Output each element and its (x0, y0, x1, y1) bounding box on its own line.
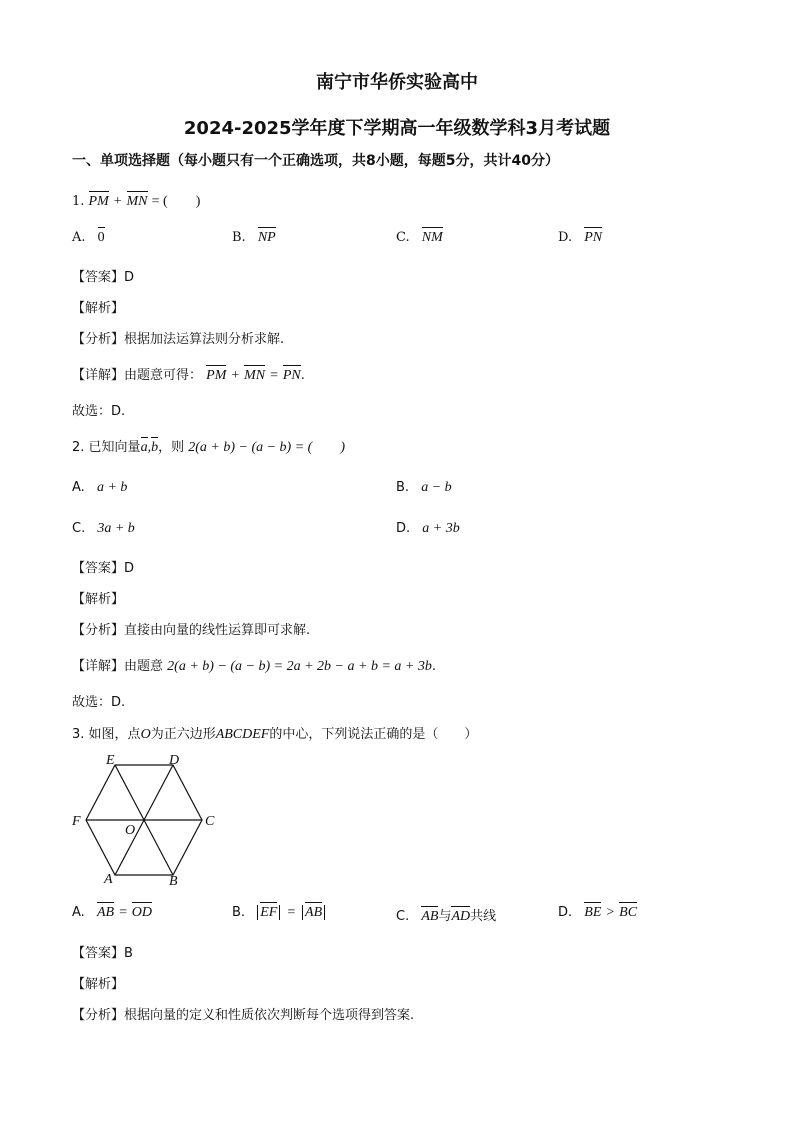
section-heading: 一、单项选择题（每小题只有一个正确选项，共8小题，每题5分，共计40分） (72, 153, 559, 169)
vector-ab: AB (421, 909, 439, 924)
question-text: ，则 (158, 440, 185, 455)
option-letter: B. (232, 905, 246, 920)
detail-text: 由题意 (124, 659, 164, 674)
hexagon-lines (86, 765, 202, 875)
vector-ab: AB (305, 905, 323, 920)
vector-pm: PM (206, 368, 227, 383)
option-letter: A. (72, 230, 86, 245)
question-3 (72, 723, 477, 743)
q1-option-a (72, 230, 105, 246)
q2-option-d (396, 521, 460, 537)
q2-fenxi (72, 619, 310, 638)
abs-bar (279, 905, 280, 920)
abs-bar (257, 905, 258, 920)
period: . (431, 659, 436, 674)
collinear-text: 共线 (470, 909, 497, 924)
period: . (300, 368, 305, 383)
choose-value: D. (111, 695, 126, 710)
fenxi-text: 根据向量的定义和性质依次判断每个选项得到答案. (124, 1008, 415, 1023)
q1-option-d (558, 230, 602, 246)
q2-choose (72, 691, 125, 710)
comma: , (147, 440, 152, 455)
q3-option-c (396, 905, 496, 925)
fenxi-label: 【分析】 (72, 1008, 125, 1023)
fenxi-label: 【分析】 (72, 332, 125, 347)
choose-label: 故选： (72, 695, 112, 710)
option-letter: B. (232, 230, 246, 245)
vector-pm: PM (88, 194, 109, 209)
answer-value: D (124, 270, 135, 285)
q1-analysis-label: 【解析】 (72, 301, 125, 316)
question-text: 为正六边形 (150, 727, 216, 742)
q2-detail (72, 655, 436, 675)
question-expression: 2(a + b) − (a − b) = ( ) (188, 440, 345, 455)
label-b: B (169, 874, 178, 889)
option-letter: D. (396, 521, 411, 536)
fenxi-label: 【分析】 (72, 623, 125, 638)
choose-value: D. (111, 404, 126, 419)
detail-label: 【详解】 (72, 659, 125, 674)
option-value: a − b (421, 480, 452, 495)
answer-value: B (124, 946, 133, 961)
vector-mn: MN (244, 368, 266, 383)
option-letter: B. (396, 480, 410, 495)
question-2 (72, 436, 345, 456)
vector-pn: PN (282, 368, 301, 383)
answer-label: 【答案】 (72, 270, 125, 285)
option-letter: D. (558, 230, 573, 245)
detail-label: 【详解】 (72, 368, 125, 383)
label-o: O (125, 823, 136, 838)
option-value: PN (584, 230, 603, 245)
question-number: 3. (72, 727, 85, 742)
q3-fenxi (72, 1004, 414, 1023)
vector-b: b (151, 440, 159, 455)
option-letter: C. (72, 521, 86, 536)
connector-text: 与 (438, 909, 452, 924)
answer-value: D (124, 561, 135, 576)
label-d: D (169, 753, 180, 768)
choose-label: 故选： (72, 404, 112, 419)
q1-option-c (396, 230, 443, 246)
vector-ab: AB (96, 905, 115, 920)
abs-bar (302, 905, 303, 920)
abs-bar (324, 905, 325, 920)
q1-fenxi (72, 328, 284, 347)
vector-bc: BC (619, 905, 638, 920)
vector-a: a (140, 440, 148, 455)
vector-mn: MN (126, 194, 148, 209)
label-e: E (106, 753, 115, 768)
q1-choose (72, 400, 125, 419)
equals-sign: = (286, 905, 296, 920)
label-a: A (104, 872, 113, 887)
point-o: O (140, 727, 151, 742)
q1-option-b (232, 230, 276, 246)
hexagon-figure (68, 750, 228, 890)
vector-ad: AD (451, 909, 471, 924)
option-value: a + 3b (422, 521, 460, 536)
school-title: 南宁市华侨实验高中 (316, 72, 478, 93)
equals-sign: = (118, 905, 128, 920)
q3-option-b (232, 905, 327, 921)
option-value: 3a + b (97, 521, 135, 536)
q3-option-a (72, 905, 152, 921)
vector-ef: EF (260, 905, 278, 920)
greater-sign: > (605, 905, 615, 920)
question-tail: = ( ) (151, 194, 201, 209)
q1-detail (72, 364, 305, 384)
plus-sign: + (230, 368, 240, 383)
polygon-name: ABCDEF (215, 727, 270, 742)
option-letter: A. (72, 480, 85, 495)
label-c: C (205, 814, 215, 829)
question-number: 2. (72, 440, 85, 455)
option-value: 0 (97, 230, 105, 245)
option-letter: A. (72, 905, 85, 920)
question-text: 如图，点 (88, 727, 141, 742)
q2-option-c (72, 521, 135, 537)
option-letter: D. (558, 905, 573, 920)
question-text: 的中心，下列说法正确的是（ ） (269, 727, 478, 742)
q3-option-d (558, 905, 637, 921)
plus-sign: + (112, 194, 123, 209)
question-1 (72, 190, 200, 210)
option-letter: C. (396, 230, 410, 245)
answer-label: 【答案】 (72, 561, 125, 576)
label-f: F (72, 814, 81, 829)
q2-option-b (396, 480, 452, 496)
question-number: 1. (72, 194, 85, 209)
vector-be: BE (584, 905, 602, 920)
detail-expression: 2(a + b) − (a − b) = 2a + 2b − a + b = a + 3b (167, 659, 432, 674)
option-letter: C. (396, 909, 410, 924)
detail-text: 由题意可得： (124, 368, 203, 383)
answer-label: 【答案】 (72, 946, 125, 961)
option-value: NP (257, 230, 276, 245)
question-text: 已知向量 (88, 440, 141, 455)
option-value: NM (421, 230, 443, 245)
q1-answer (72, 266, 134, 285)
option-value: a + b (96, 480, 128, 495)
fenxi-text: 直接由向量的线性运算即可求解. (124, 623, 311, 638)
q2-analysis-label: 【解析】 (72, 592, 125, 607)
fenxi-text: 根据加法运算法则分析求解. (124, 332, 285, 347)
vector-od: OD (131, 905, 153, 920)
q3-analysis-label: 【解析】 (72, 977, 125, 992)
equals-sign: = (269, 368, 279, 383)
q2-answer (72, 557, 134, 576)
exam-title: 2024-2025学年度下学期高一年级数学科3月考试题 (183, 118, 611, 139)
q2-option-a (72, 480, 127, 496)
q3-answer (72, 942, 133, 961)
